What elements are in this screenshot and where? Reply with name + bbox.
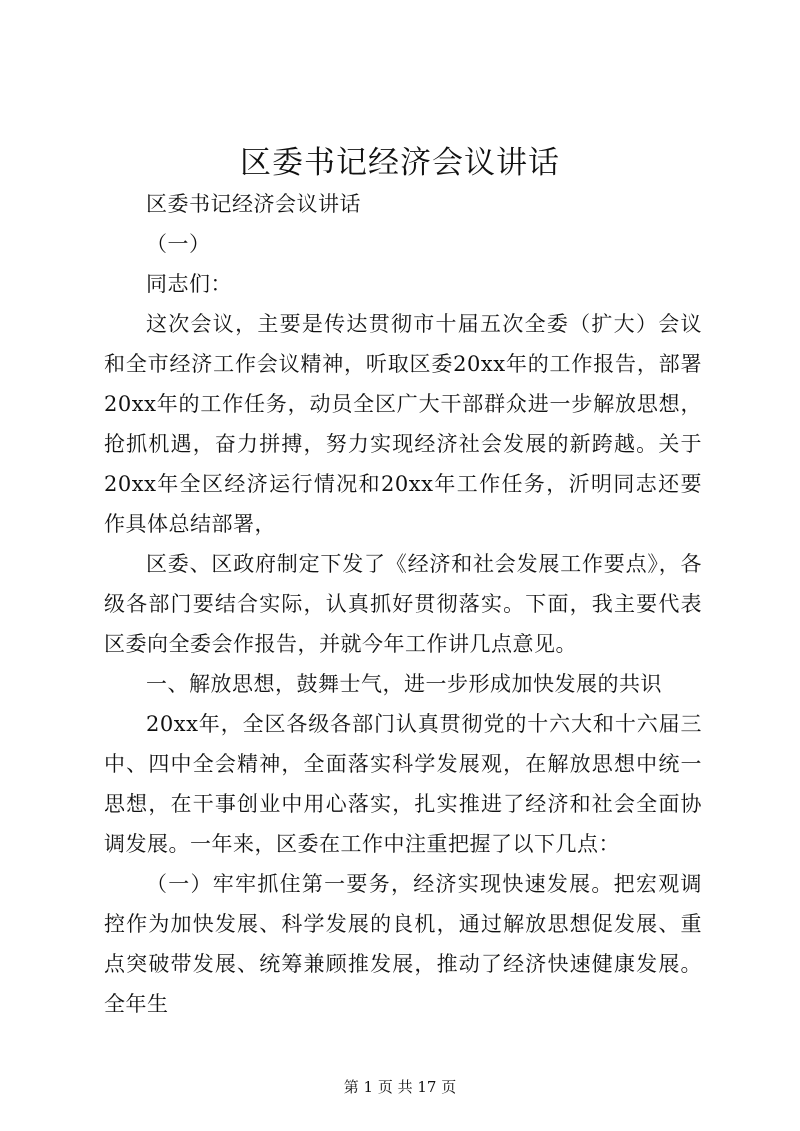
paragraph-review: 20xx年，全区各级各部门认真贯彻党的十六大和十六届三中、四中全会精神，全面落实科学发展观，在解放思想中统一思想，在干事创业中用心落实，扎实推进了经济和社会全面协调发展。一年来，区委在工作中注重把握了以下几点： bbox=[104, 712, 702, 856]
paragraph-heading-one: 一、解放思想，鼓舞士气，进一步形成加快发展的共识 bbox=[146, 672, 662, 696]
paragraph-salutation: 同志们： bbox=[146, 272, 232, 296]
paragraph-subtitle: 区委书记经济会议讲话 bbox=[146, 192, 361, 216]
document-body bbox=[104, 184, 702, 1024]
paragraph-intro: 这次会议，主要是传达贯彻市十届五次全委（扩大）会议和全市经济工作会议精神，听取区委20xx年的工作报告，部署20xx年的工作任务，动员全区广大干部群众进一步解放思想，抢抓机遇，奋力拼搏，努力实现经济社会发展的新跨越。关于20xx年全区经济运行情况和20xx年工作任务，沂明同志还要作具体总结部署， bbox=[104, 312, 702, 536]
document-title: 区委书记经济会议讲话 bbox=[240, 145, 560, 181]
paragraph-section-number: （一） bbox=[146, 232, 211, 256]
page-footer: 第 1 页 共 17 页 bbox=[343, 1078, 457, 1096]
paragraph-point-one: （一）牢牢抓住第一要务，经济实现快速发展。把宏观调控作为加快发展、科学发展的良机，通过解放思想促发展、重点突破带发展、统筹兼顾推发展，推动了经济快速健康发展。全年生 bbox=[104, 872, 702, 1016]
paragraph-report: 区委、区政府制定下发了《经济和社会发展工作要点》，各级各部门要结合实际，认真抓好贯彻落实。下面，我主要代表区委向全委会作报告，并就今年工作讲几点意见。 bbox=[104, 552, 702, 656]
